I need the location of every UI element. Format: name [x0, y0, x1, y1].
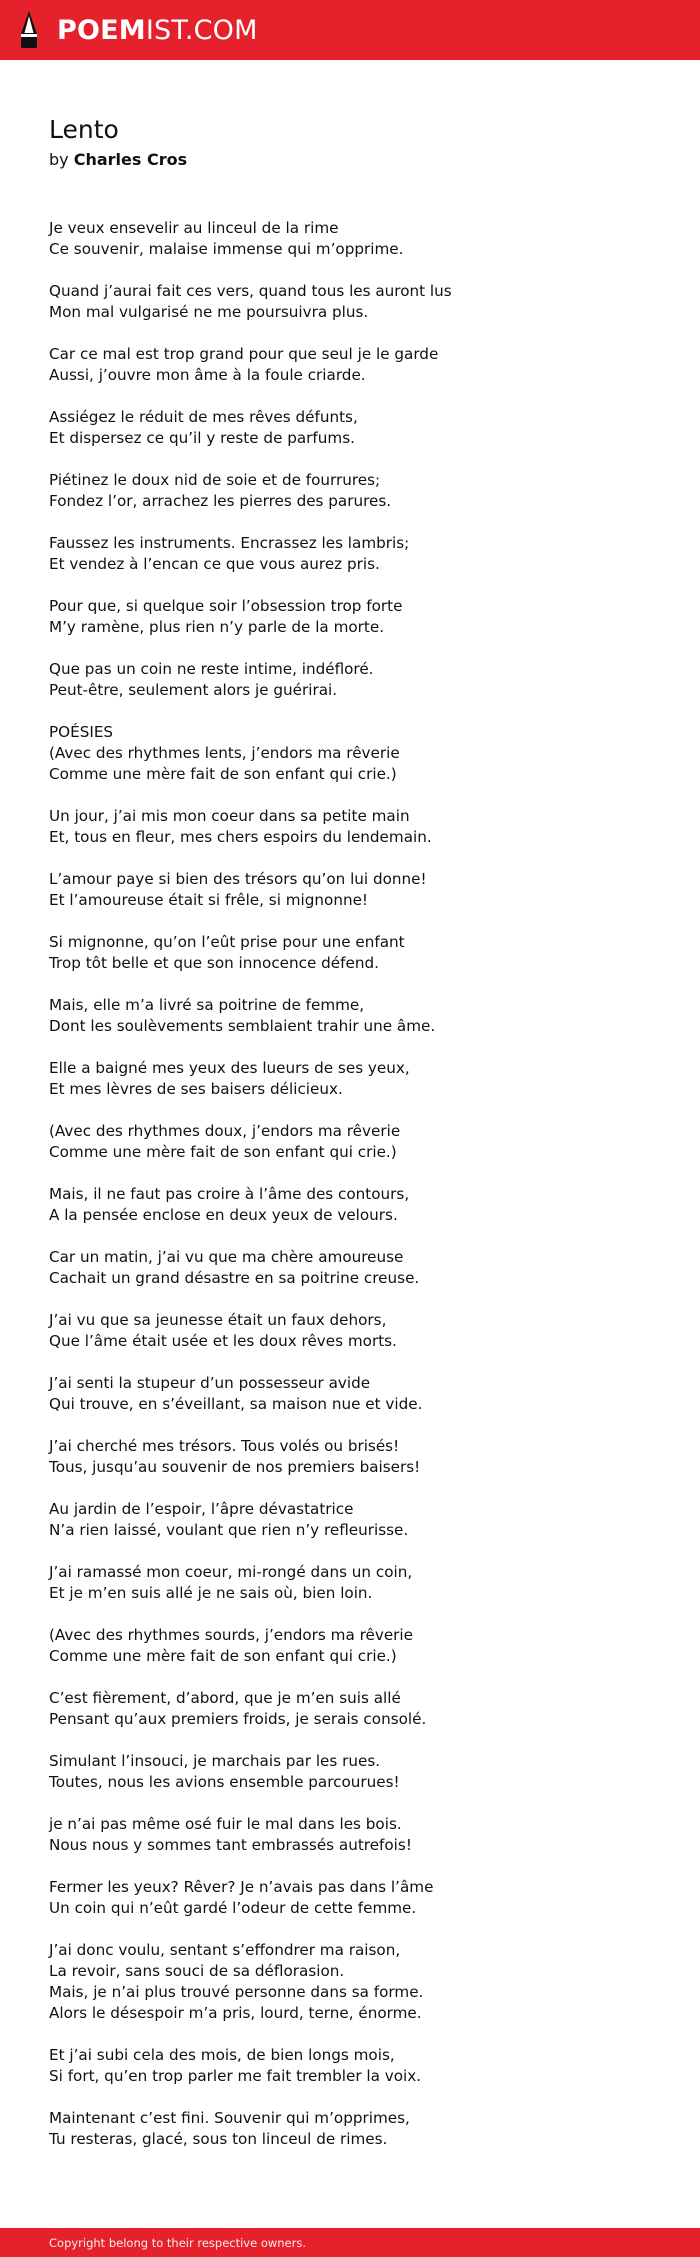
poem-line: Si mignonne, qu’on l’eût prise pour une enfant — [49, 933, 405, 951]
poem-line: POÉSIES — [49, 723, 114, 741]
poem-line: Je veux ensevelir au linceul de la rime — [49, 219, 339, 237]
poem-line: Car ce mal est trop grand pour que seul je le garde — [49, 345, 439, 363]
poem-line: Simulant l’insouci, je marchais par les rues. — [49, 1752, 381, 1770]
stanza — [49, 1121, 649, 1163]
poem-line: Et j’ai subi cela des mois, de bien longs mois, — [49, 2046, 395, 2064]
poem-line: Faussez les instruments. Encrassez les lambris; — [49, 534, 410, 552]
stanza — [49, 1814, 649, 1856]
site-logo[interactable] — [18, 10, 258, 50]
poem-line: Nous nous y sommes tant embrassés autrefois! — [49, 1836, 412, 1854]
stanza — [49, 1940, 649, 2024]
poem-line: Toutes, nous les avions ensemble parcourues! — [49, 1773, 400, 1791]
stanza — [49, 1562, 649, 1604]
poem-line: L’amour paye si bien des trésors qu’on lui donne! — [49, 870, 427, 888]
stanza — [49, 1247, 649, 1289]
stanza — [49, 1184, 649, 1226]
poem-line: N’a rien laissé, voulant que rien n’y refleurisse. — [49, 1521, 409, 1539]
poem-line: J’ai senti la stupeur d’un possesseur avide — [49, 1374, 371, 1392]
poem-line: Pour que, si quelque soir l’obsession trop forte — [49, 597, 403, 615]
poem-line: Et je m’en suis allé je ne sais où, bien loin. — [49, 1584, 373, 1602]
poem-line: Pensant qu’aux premiers froids, je serais consolé. — [49, 1710, 427, 1728]
poem-line: Et l’amoureuse était si frêle, si mignonne! — [49, 891, 369, 909]
author-name[interactable]: Charles Cros — [73, 150, 188, 169]
poem-line: Cachait un grand désastre en sa poitrine creuse. — [49, 1269, 420, 1287]
stanza — [49, 470, 649, 512]
poem-line: Mais, je n’ai plus trouvé personne dans sa forme. — [49, 1983, 424, 2001]
byline — [49, 148, 649, 172]
stanza — [49, 1625, 649, 1667]
poem-line: Comme une mère fait de son enfant qui crie.) — [49, 1143, 397, 1161]
poem-line: A la pensée enclose en deux yeux de velours. — [49, 1206, 398, 1224]
poem-line: Tous, jusqu’au souvenir de nos premiers baisers! — [49, 1458, 421, 1476]
stanza — [49, 533, 649, 575]
logo-text-light: IST.COM — [145, 14, 258, 46]
poem-line: C’est fièrement, d’abord, que je m’en suis allé — [49, 1689, 401, 1707]
stanza — [49, 1751, 649, 1793]
poem-header — [49, 112, 649, 172]
poem-line: (Avec des rhythmes lents, j’endors ma rêverie — [49, 744, 400, 762]
poem-line: (Avec des rhythmes doux, j’endors ma rêverie — [49, 1122, 401, 1140]
poem-line: Peut-être, seulement alors je guérirai. — [49, 681, 338, 699]
poem-line: Mais, il ne faut pas croire à l’âme des contours, — [49, 1185, 410, 1203]
stanza — [49, 1688, 649, 1730]
poem-line: Et, tous en fleur, mes chers espoirs du lendemain. — [49, 828, 432, 846]
stanza — [49, 806, 649, 848]
poem-line: Quand j’aurai fait ces vers, quand tous les auront lus — [49, 282, 452, 300]
stanza — [49, 281, 649, 323]
poem-line: Alors le désespoir m’a pris, lourd, terne, énorme. — [49, 2004, 422, 2022]
poem-line: Et dispersez ce qu’il y reste de parfums. — [49, 429, 355, 447]
poem-body — [49, 218, 649, 2171]
stanza — [49, 344, 649, 386]
stanza — [49, 659, 649, 701]
site-logo-text — [57, 14, 258, 46]
poem-line: Que pas un coin ne reste intime, indéfloré. — [49, 660, 374, 678]
stanza — [49, 1877, 649, 1919]
stanza — [49, 2108, 649, 2150]
stanza — [49, 1373, 649, 1415]
poem-line: Tu resteras, glacé, sous ton linceul de rimes. — [49, 2130, 388, 2148]
poem-line: Si fort, qu’en trop parler me fait trembler la voix. — [49, 2067, 422, 2085]
poem-line: Qui trouve, en s’éveillant, sa maison nue et vide. — [49, 1395, 423, 1413]
copyright-text: Copyright belong to their respective owners. — [49, 2235, 307, 2250]
stanza — [49, 407, 649, 449]
poem-line: (Avec des rhythmes sourds, j’endors ma rêverie — [49, 1626, 413, 1644]
poem-title: Lento — [49, 115, 119, 144]
stanza — [49, 1058, 649, 1100]
pen-nib-icon — [18, 10, 40, 50]
poem-line: Elle a baigné mes yeux des lueurs de ses yeux, — [49, 1059, 410, 1077]
poem-line: J’ai vu que sa jeunesse était un faux dehors, — [49, 1311, 387, 1329]
poem-line: Et vendez à l’encan ce que vous aurez pris. — [49, 555, 380, 573]
site-footer — [0, 2228, 700, 2257]
poem-line: J’ai donc voulu, sentant s’effondrer ma raison, — [49, 1941, 401, 1959]
site-header — [0, 0, 700, 60]
poem-line: Un jour, j’ai mis mon coeur dans sa petite main — [49, 807, 410, 825]
poem-line: Aussi, j’ouvre mon âme à la foule criarde. — [49, 366, 366, 384]
poem-line: Trop tôt belle et que son innocence défend. — [49, 954, 379, 972]
poem-line: Fondez l’or, arrachez les pierres des parures. — [49, 492, 392, 510]
stanza — [49, 218, 649, 260]
poem-line: Maintenant c’est fini. Souvenir qui m’opprimes, — [49, 2109, 410, 2127]
poem-line: Assiégez le réduit de mes rêves défunts, — [49, 408, 358, 426]
poem-line: Dont les soulèvements semblaient trahir une âme. — [49, 1017, 436, 1035]
poem-line: M’y ramène, plus rien n’y parle de la morte. — [49, 618, 385, 636]
stanza — [49, 869, 649, 911]
poem-line: Que l’âme était usée et les doux rêves morts. — [49, 1332, 397, 1350]
stanza — [49, 2045, 649, 2087]
poem-line: Comme une mère fait de son enfant qui crie.) — [49, 1647, 397, 1665]
poem-line: Piétinez le doux nid de soie et de fourrures; — [49, 471, 381, 489]
stanza — [49, 596, 649, 638]
poem-line: Mon mal vulgarisé ne me poursuivra plus. — [49, 303, 369, 321]
poem-line: Fermer les yeux? Rêver? Je n’avais pas dans l’âme — [49, 1878, 434, 1896]
poem-line: Un coin qui n’eût gardé l’odeur de cette femme. — [49, 1899, 417, 1917]
stanza — [49, 1499, 649, 1541]
poem-line: Comme une mère fait de son enfant qui crie.) — [49, 765, 397, 783]
logo-text-strong: POEM — [57, 14, 146, 46]
stanza — [49, 1310, 649, 1352]
poem-line: Mais, elle m’a livré sa poitrine de femme, — [49, 996, 365, 1014]
poem-line: Et mes lèvres de ses baisers délicieux. — [49, 1080, 343, 1098]
stanza — [49, 1436, 649, 1478]
poem-line: J’ai ramassé mon coeur, mi-rongé dans un coin, — [49, 1563, 413, 1581]
poem-line: La revoir, sans souci de sa déflorasion. — [49, 1962, 345, 1980]
stanza — [49, 932, 649, 974]
stanza — [49, 722, 649, 785]
poem-line: Ce souvenir, malaise immense qui m’opprime. — [49, 240, 404, 258]
byline-prefix: by — [49, 150, 69, 169]
stanza — [49, 995, 649, 1037]
poem-line: Car un matin, j’ai vu que ma chère amoureuse — [49, 1248, 404, 1266]
poem-line: J’ai cherché mes trésors. Tous volés ou brisés! — [49, 1437, 400, 1455]
poem-line: je n’ai pas même osé fuir le mal dans les bois. — [49, 1815, 402, 1833]
poem-line: Au jardin de l’espoir, l’âpre dévastatrice — [49, 1500, 354, 1518]
